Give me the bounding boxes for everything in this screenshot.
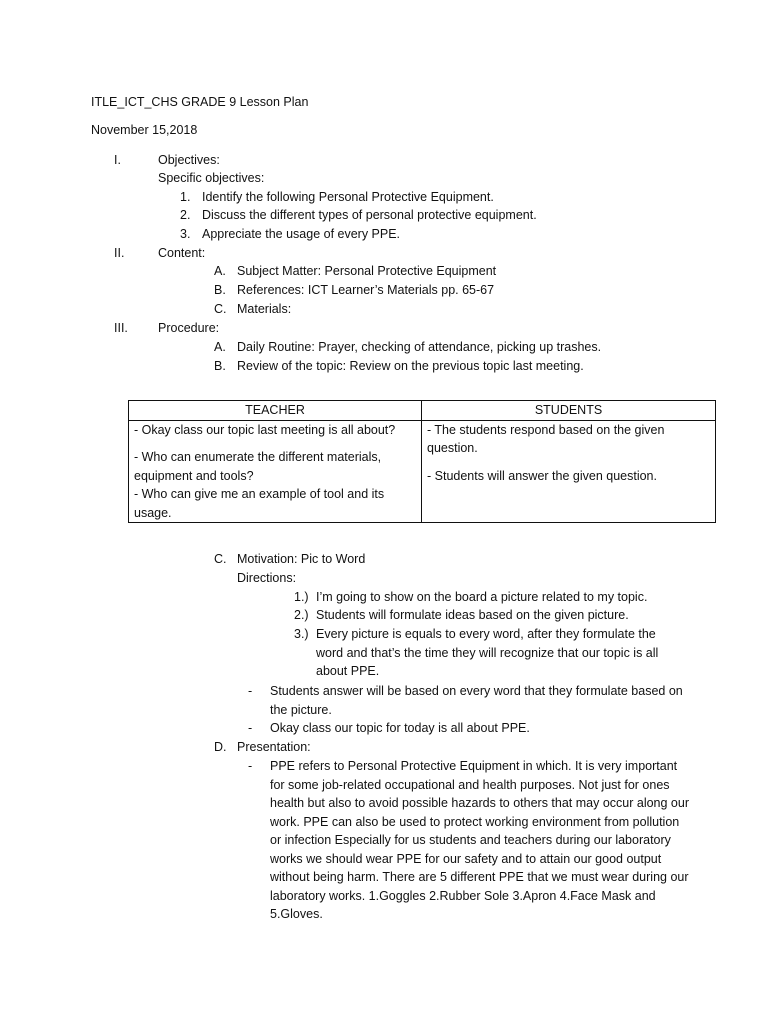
section-number-objectives: I. (114, 153, 121, 167)
specific-objectives-label: Specific objectives: (158, 171, 265, 185)
presentation-title: Presentation: (237, 740, 311, 754)
step-text: Students will formulate ideas based on the given picture. (316, 608, 629, 622)
objective-item: Identify the following Personal Protective Equipment. (202, 190, 494, 204)
dash-bullet: - (248, 721, 253, 735)
section-heading-content: Content: (158, 246, 206, 260)
table-header-teacher: TEACHER (129, 401, 422, 421)
teacher-line: - Who can enumerate the different materials, equipment and tools? (134, 450, 382, 483)
motivation-bullet: Students answer will be based on every word that they formulate based on the picture. (270, 684, 683, 717)
dash-bullet: - (248, 684, 253, 698)
step-text: I’m going to show on the board a picture related to my topic. (316, 590, 648, 604)
teacher-line: - Who can give me an example of tool and its usage. (134, 487, 385, 520)
procedure-letter: A. (214, 340, 226, 354)
content-letter: C. (214, 302, 227, 316)
step-number: 2.) (294, 608, 309, 622)
section-heading-procedure: Procedure: (158, 321, 220, 335)
procedure-item: Review of the topic: Review on the previous topic last meeting. (237, 359, 584, 373)
students-cell (422, 420, 716, 523)
teacher-cell (129, 420, 422, 523)
student-line: - The students respond based on the given question. (427, 422, 665, 455)
step-text: Every picture is equals to every word, after they formulate the word and that’s the time they will recognize that our topic is all about PPE. (316, 627, 659, 678)
objective-number: 2. (180, 208, 191, 222)
table-row (129, 420, 716, 523)
objective-number: 3. (180, 227, 191, 241)
content-letter: A. (214, 264, 226, 278)
objective-number: 1. (180, 190, 191, 204)
section-number-content: II. (114, 246, 125, 260)
table-header-students: STUDENTS (422, 401, 716, 421)
page-title: ITLE_ICT_CHS GRADE 9 Lesson Plan (91, 95, 309, 109)
motivation-title: Motivation: Pic to Word (237, 552, 366, 566)
section-number-procedure: III. (114, 321, 128, 335)
objective-item: Discuss the different types of personal protective equipment. (202, 208, 537, 222)
table-header-row (129, 401, 716, 421)
step-number: 1.) (294, 590, 309, 604)
content-item: References: ICT Learner’s Materials pp. 65-67 (237, 283, 495, 297)
directions-label: Directions: (237, 571, 297, 585)
lesson-date: November 15,2018 (91, 123, 198, 137)
content-item: Subject Matter: Personal Protective Equipment (237, 264, 497, 278)
procedure-letter: B. (214, 359, 226, 373)
procedure-item: Daily Routine: Prayer, checking of attendance, picking up trashes. (237, 340, 602, 354)
review-table (128, 400, 716, 523)
presentation-text: PPE refers to Personal Protective Equipment in which. It is very important for some job-related occupational and health purposes. Not just for ones health but also to avoid possible hazards to others that may occur along our work. PPE can also be used to protect working environment from pollution or infection Especially for us students and teachers during our laboratory works we should wear PPE for our safety and to attain our good output without being harm. There are 5 different PPE that we must wear during our laboratory works. 1.Goggles 2.Rubber Sole 3.Apron 4.Face Mask and 5.Gloves. (270, 759, 690, 921)
objective-item: Appreciate the usage of every PPE. (202, 227, 401, 241)
step-number: 3.) (294, 627, 309, 641)
content-item: Materials: (237, 302, 292, 316)
procedure-letter: C. (214, 552, 227, 566)
teacher-line: - Okay class our topic last meeting is all about? (134, 422, 396, 437)
motivation-bullet: Okay class our topic for today is all about PPE. (270, 721, 530, 735)
content-letter: B. (214, 283, 226, 297)
section-heading-objectives: Objectives: (158, 153, 220, 167)
dash-bullet: - (248, 759, 253, 773)
procedure-letter: D. (214, 740, 227, 754)
student-line: - Students will answer the given question. (427, 468, 657, 483)
